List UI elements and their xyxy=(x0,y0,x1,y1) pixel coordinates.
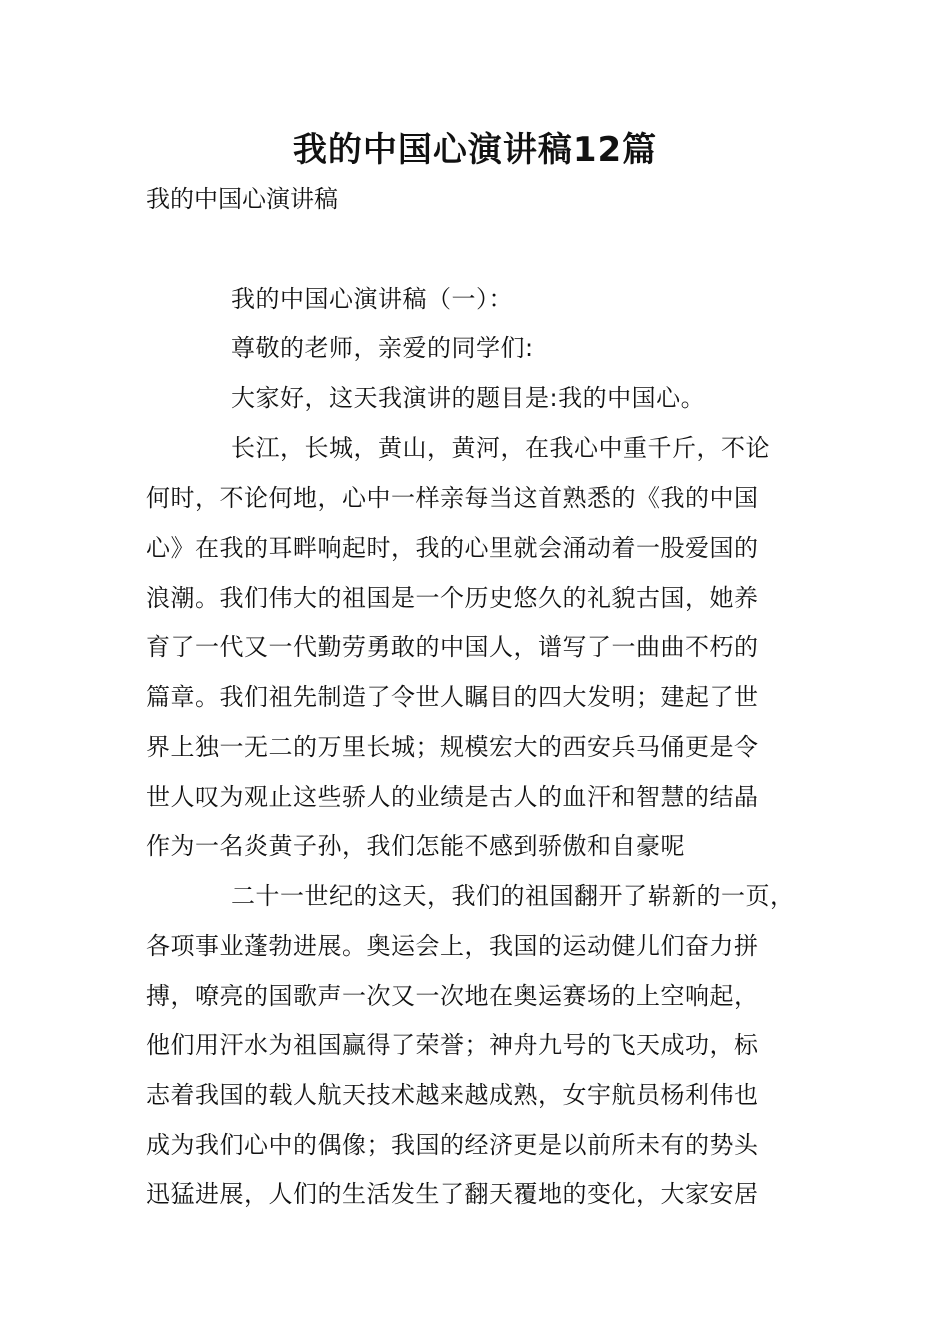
paragraph-line: 何时，不论何地，心中一样亲每当这首熟悉的《我的中国 xyxy=(146,484,759,512)
paragraph-line: 育了一代又一代勤劳勇敢的中国人，谱写了一曲曲不朽的 xyxy=(146,633,759,661)
section-heading: 我的中国心演讲稿（一）： xyxy=(231,285,513,313)
paragraph-line: 界上独一无二的万里长城；规模宏大的西安兵马俑更是令 xyxy=(146,733,759,761)
paragraph-line: 浪潮。我们伟大的祖国是一个历史悠久的礼貌古国，她养 xyxy=(146,584,759,612)
paragraph-line: 各项事业蓬勃进展。奥运会上，我国的运动健儿们奋力拼 xyxy=(146,932,759,960)
paragraph-line: 志着我国的载人航天技术越来越成熟，女宇航员杨利伟也 xyxy=(146,1081,759,1109)
paragraph-line: 作为一名炎黄子孙，我们怎能不感到骄傲和自豪呢 xyxy=(146,832,685,860)
salutation-line: 尊敬的老师，亲爱的同学们: xyxy=(231,334,534,362)
document-subtitle: 我的中国心演讲稿 xyxy=(146,185,338,213)
paragraph-line: 他们用汗水为祖国赢得了荣誉；神舟九号的飞天成功，标 xyxy=(146,1031,759,1059)
paragraph-line: 迅猛进展，人们的生活发生了翻天覆地的变化，大家安居 xyxy=(146,1180,759,1208)
paragraph-line: 搏，嘹亮的国歌声一次又一次地在奥运赛场的上空响起， xyxy=(146,982,759,1010)
paragraph-line: 世人叹为观止这些骄人的业绩是古人的血汗和智慧的结晶 xyxy=(146,783,759,811)
paragraph-line: 长江，长城，黄山，黄河，在我心中重千斤，不论 xyxy=(231,434,770,462)
intro-line: 大家好，这天我演讲的题目是:我的中国心。 xyxy=(231,384,706,412)
paragraph-line: 二十一世纪的这天，我们的祖国翻开了崭新的一页， xyxy=(231,882,795,910)
document-title: 我的中国心演讲稿12篇 xyxy=(292,130,658,170)
paragraph-line: 成为我们心中的偶像；我国的经济更是以前所未有的势头 xyxy=(146,1131,759,1159)
paragraph-line: 心》在我的耳畔响起时，我的心里就会涌动着一股爱国的 xyxy=(146,534,759,562)
paragraph-line: 篇章。我们祖先制造了令世人瞩目的四大发明；建起了世 xyxy=(146,683,759,711)
